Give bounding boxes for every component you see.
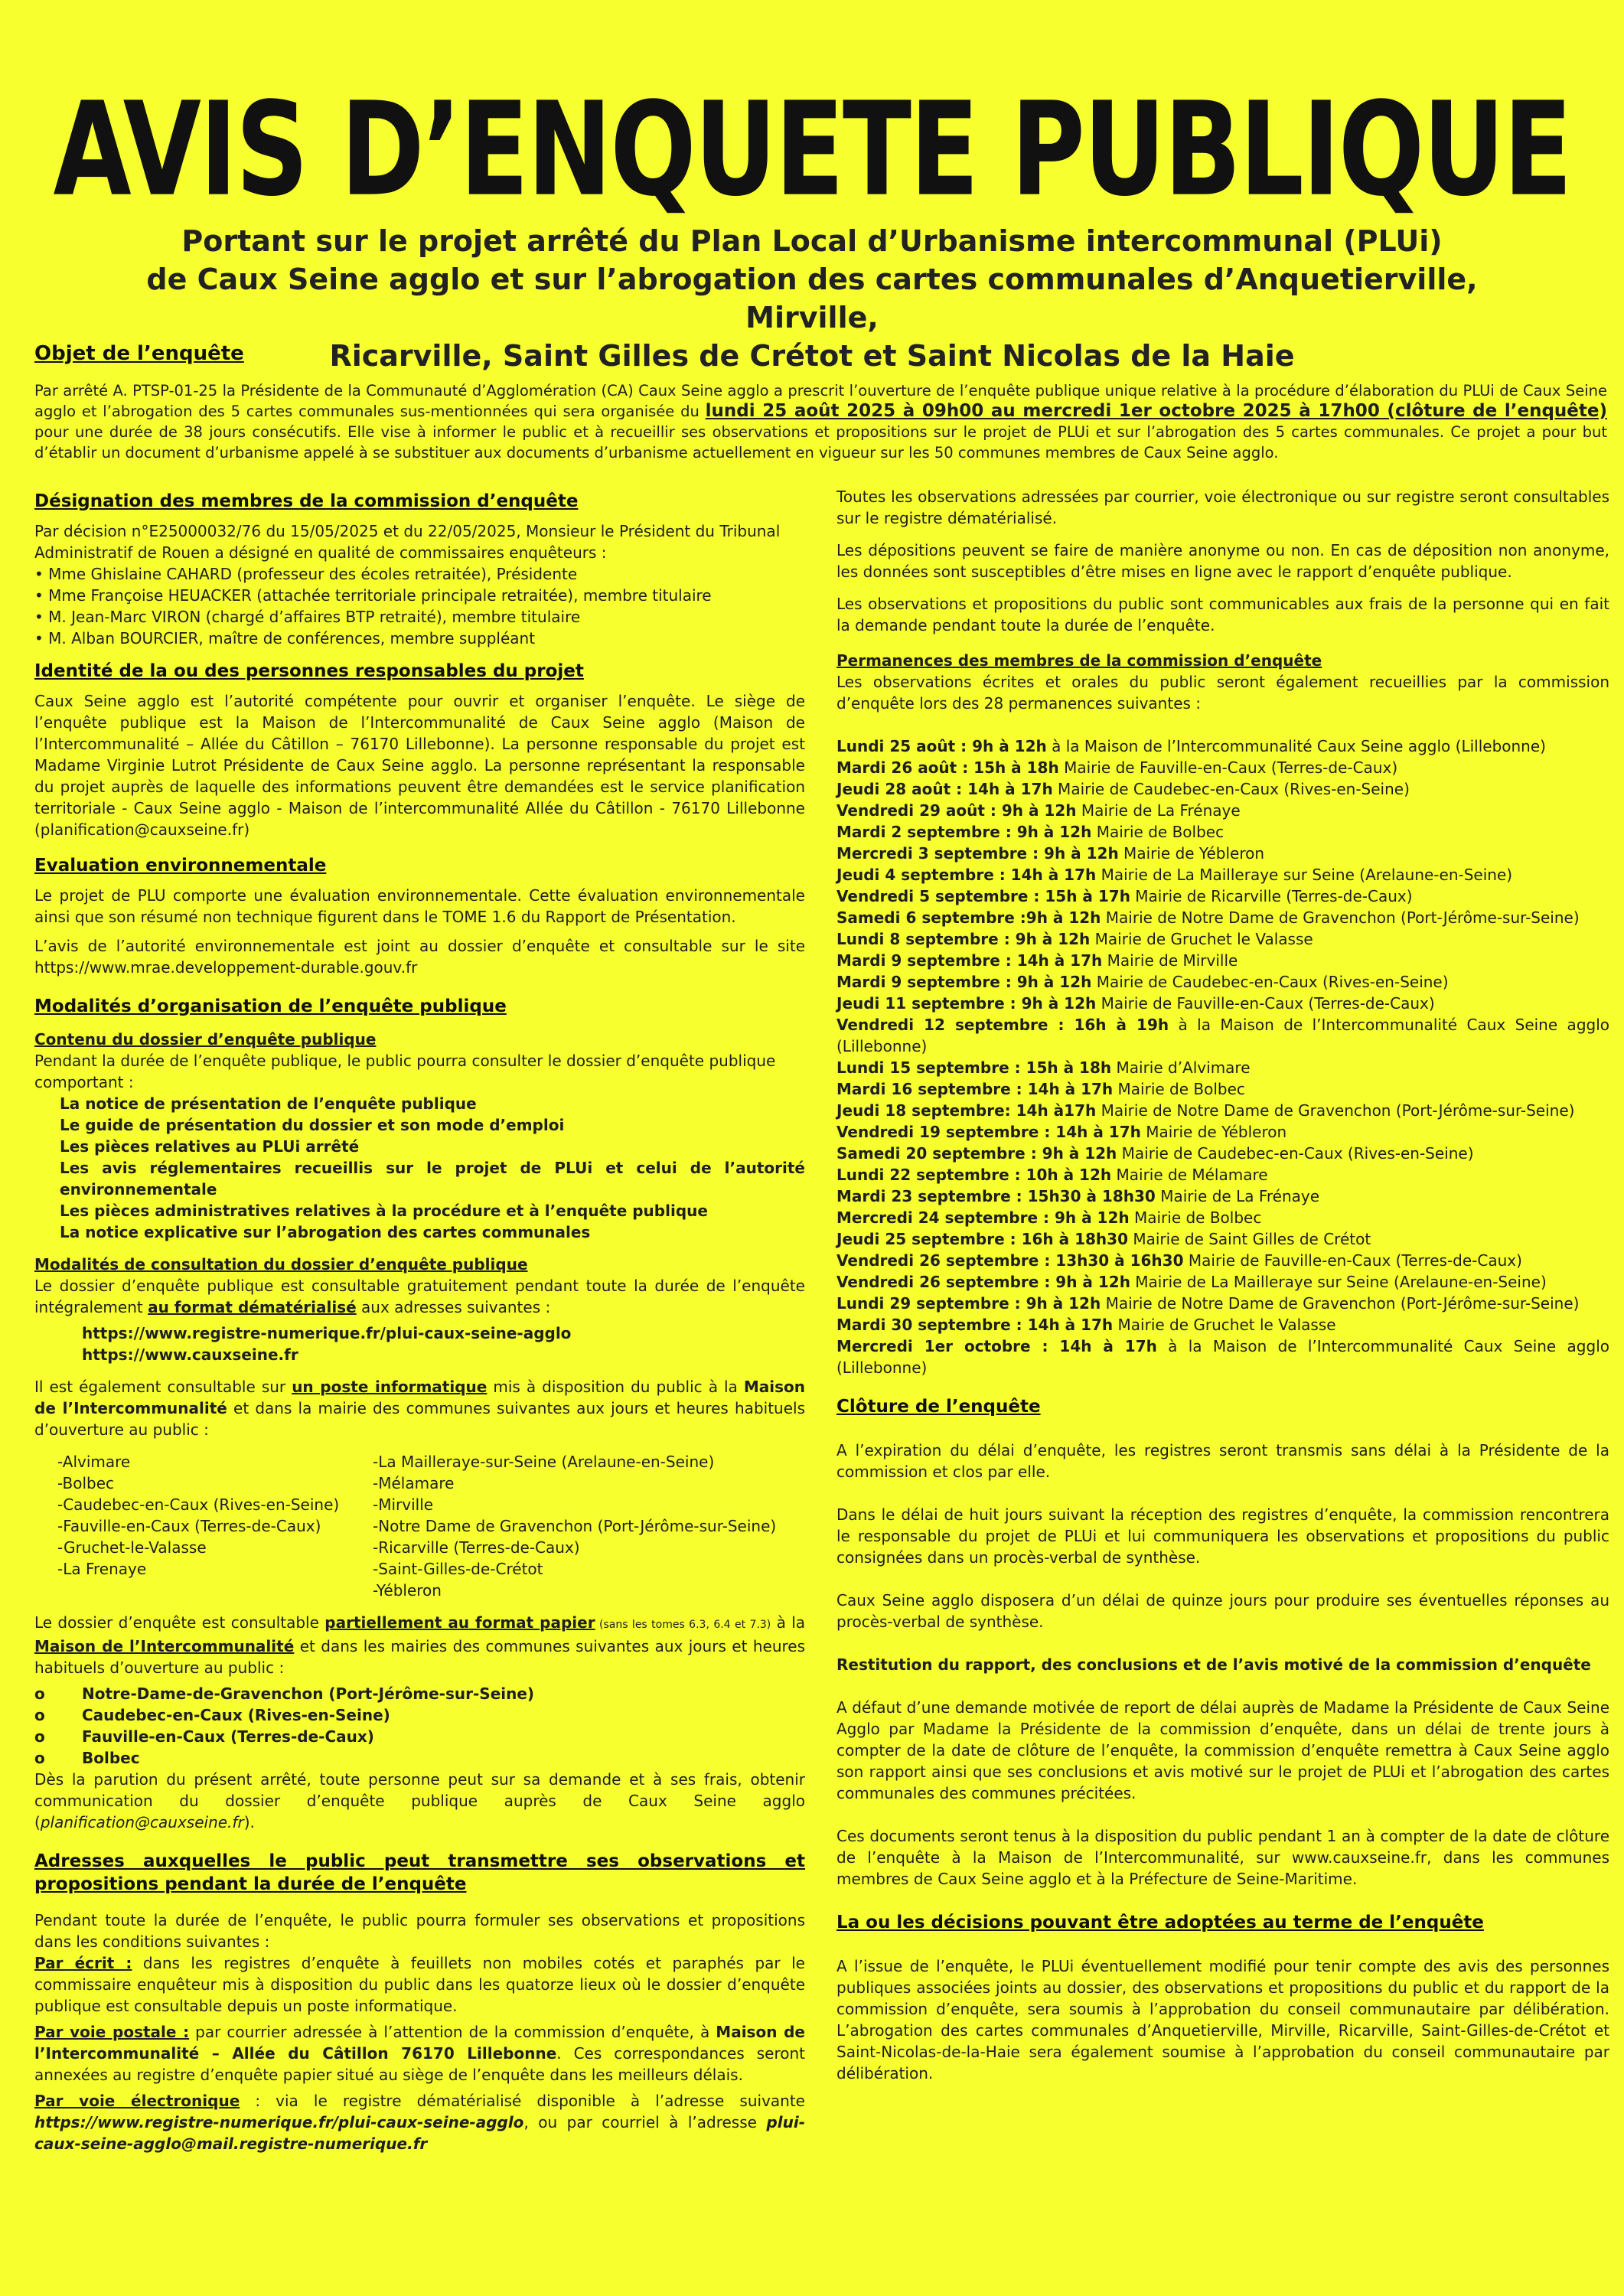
permanence-location: Mairie de Fauville-en-Caux (Terres-de-Caux) [1058, 758, 1398, 777]
commune-item: -Saint-Gilles-de-Crétot [373, 1560, 543, 1578]
permanence-date: Vendredi 29 août : 9h à 12h [836, 801, 1077, 820]
evaluation-text: L’avis de l’autorité environnementale est joint au dossier d’enquête et consultable sur le site https://www.mrae.developpement-durable.gouv.fr [34, 937, 805, 977]
papier-u: partiellement au format papier [324, 1613, 595, 1632]
permanence-location: Mairie de Saint Gilles de Crétot [1128, 1230, 1371, 1248]
permanence-date: Mardi 30 septembre : 14h à 17h [836, 1316, 1114, 1334]
permanence-item [836, 1078, 1609, 1100]
commune-item: -Yébleron [373, 1581, 442, 1600]
elec-a: : via le registre dématérialisé disponible à l’adresse suivante [240, 2092, 805, 2110]
poste-u: un poste informatique [292, 1378, 488, 1396]
permanence-item [836, 907, 1609, 928]
permanences-list [836, 735, 1609, 1378]
permanence-item [836, 928, 1609, 950]
permanence-item [836, 821, 1609, 843]
permanence-item [836, 1057, 1609, 1078]
permanence-date: Vendredi 5 septembre : 15h à 17h [836, 887, 1130, 905]
commission-heading: Désignation des membres de la commission d’enquête [34, 491, 579, 511]
permanence-date: Jeudi 11 septembre : 9h à 12h [836, 994, 1097, 1013]
commune-item: -Bolbec [57, 1474, 115, 1492]
permanence-date: Vendredi 26 septembre : 13h30 à 16h30 [836, 1251, 1184, 1270]
contenu-item: Le guide de présentation du dossier et son mode d’emploi [60, 1116, 565, 1134]
permanence-location: Mairie de La Frénaye [1155, 1187, 1320, 1205]
permanence-date: Lundi 25 août : 9h à 12h [836, 737, 1047, 755]
permanence-date: Jeudi 18 septembre: 14h à17h [836, 1101, 1097, 1120]
adresses-heading: Adresses auxquelles le public peut transmettre ses observations et propositions pendant la durée de l’enquête [34, 1851, 805, 1894]
permanence-item [836, 993, 1609, 1014]
postale-b: . Ces correspondances seront annexées au registre d’enquête papier situé au siège de l’enquête dans les meilleurs délais. [34, 2044, 805, 2084]
permanence-location: Mairie de Caudebec-en-Caux (Rives-en-Seine) [1052, 780, 1410, 798]
contenu-item: Les pièces administratives relatives à la procédure et à l’enquête publique [60, 1202, 708, 1220]
objet-text-a: Par arrêté A. PTSP-01-25 la Présidente de la Communauté d’Agglomération (CA) Caux Seine agglo a prescrit l’ouverture de l’enquête publique unique relative à la procédure d’élaboration du PLUi de Caux Seine agglo et l’abrogation des 5 cartes communales sus-mentionnées qui sera organisée du [34, 382, 1607, 420]
permanence-location: Mairie de Caudebec-en-Caux (Rives-en-Seine) [1091, 973, 1449, 991]
permanence-date: Lundi 29 septembre : 9h à 12h [836, 1294, 1101, 1313]
permanence-date: Jeudi 28 août : 14h à 17h [836, 780, 1053, 798]
postale-a: par courrier adressée à l’attention de la commission d’enquête, à [189, 2023, 716, 2041]
postale-text [34, 2021, 805, 2086]
poste-text [34, 1376, 805, 1440]
commission-member: • Mme Ghislaine CAHARD (professeur des écoles retraitée), Présidente [34, 565, 578, 583]
electronique-text [34, 2090, 805, 2154]
decisions-heading: La ou les décisions pouvant être adoptées au terme de l’enquête [836, 1913, 1484, 1932]
papier-commune [34, 1747, 805, 1769]
permanence-date: Lundi 8 septembre : 9h à 12h [836, 930, 1091, 948]
papier-commune [34, 1726, 805, 1747]
parution-a: Dès la parution du présent arrêté, toute personne peut sur sa demande et à ses frais, obtenir communication du dossier d’enquête publique auprès de Caux Seine agglo ( [34, 1770, 805, 1831]
consultation-text [34, 1275, 805, 1318]
elec-label: Par voie électronique [34, 2092, 240, 2110]
elec-email[interactable]: plui-caux-seine-agglo@mail.registre-numerique.fr [34, 2113, 805, 2153]
observations-text: Toutes les observations adressées par courrier, voie électronique ou sur registre seront consultables sur le registre dématérialisé. [836, 488, 1609, 527]
commune-item: -La Mailleraye-sur-Seine (Arelaune-en-Seine) [373, 1453, 715, 1471]
permanence-item [836, 864, 1609, 885]
papier-a: Le dossier d’enquête est consultable [34, 1613, 325, 1632]
permanence-item [836, 1014, 1609, 1057]
parution-b: ). [243, 1813, 255, 1831]
permanence-location: Mairie de Bolbec [1129, 1208, 1262, 1227]
permanence-location: Mairie de Mélamare [1111, 1166, 1268, 1184]
poste-bold: Maison de l’Intercommunalité [34, 1378, 805, 1417]
permanence-location: Mairie d’Alvimare [1111, 1058, 1251, 1077]
commune-item: -Notre Dame de Gravenchon (Port-Jérôme-sur-Seine) [373, 1517, 777, 1535]
ecrit-body: dans les registres d’enquête à feuillets non mobiles cotés et paraphés par le commissaire enquêteur mis à disposition du public dans les quatorze lieux où le dossier d’enquête publique est consultable depuis un poste informatique. [34, 1954, 805, 2015]
postale-bold: Maison de l’Intercommunalité – Allée du Câtillon 76170 Lillebonne [34, 2023, 805, 2063]
permanence-item [836, 950, 1609, 971]
permanence-item [836, 1293, 1609, 1314]
cloture-text: Caux Seine agglo disposera d’un délai de quinze jours pour produire ses éventuelles réponses au procès-verbal de synthèse. [836, 1591, 1609, 1631]
permanence-location: Mairie de Bolbec [1091, 823, 1225, 841]
permanence-date: Lundi 15 septembre : 15h à 18h [836, 1058, 1112, 1077]
permanence-date: Jeudi 25 septembre : 16h à 18h30 [836, 1230, 1128, 1248]
papier-commune-label: Caudebec-en-Caux (Rives-en-Seine) [82, 1706, 390, 1724]
elec-b: , ou par courriel à l’adresse [523, 2113, 767, 2131]
permanence-location: Mairie de Yébleron [1140, 1123, 1287, 1141]
observations-text: Les dépositions peuvent se faire de manière anonyme ou non. En cas de déposition non anonyme, les données sont susceptibles d’être mises en ligne avec le rapport d’enquête publique. [836, 541, 1609, 581]
commission-member: • M. Alban BOURCIER, maître de conférences, membre suppléant [34, 629, 536, 647]
right-column [836, 486, 1609, 2084]
subtitle-line: Portant sur le projet arrêté du Plan Local d’Urbanisme intercommunal (PLUi) [181, 224, 1443, 258]
permanence-location: à la Maison de l’Intercommunalité Caux Seine agglo (Lillebonne) [836, 1016, 1610, 1055]
permanence-location: à la Maison de l’Intercommunalité Caux Seine agglo (Lillebonne) [1046, 737, 1546, 755]
commune-item: -Caudebec-en-Caux (Rives-en-Seine) [57, 1495, 340, 1514]
permanence-location: Mairie de Gruchet le Valasse [1090, 930, 1313, 948]
permanence-location: Mairie de Caudebec-en-Caux (Rives-en-Seine) [1117, 1144, 1474, 1163]
permanence-location: Mairie de Yébleron [1118, 844, 1265, 863]
permanence-location: Mairie de Mirville [1102, 951, 1238, 970]
identite-text: Caux Seine agglo est l’autorité compétente pour ouvrir et organiser l’enquête. Le siège de l’enquête publique est la Maison de l’Intercommunalité de Caux Seine agglo (Maison de l’Intercommunalité – Allée du Câtillon – 76170 Lillebonne). La personne responsable du projet est Madame Virginie Lutrot Présidente de Caux Seine agglo. La personne représentant la responsable du projet auprès de laquelle des informations peuvent être demandées est le service planification territoriale - Caux Seine agglo - Maison de l’intercommunalité Allée du Câtillon - 76170 Lillebonne (planification@cauxseine.fr) [34, 692, 805, 839]
decisions-text: A l’issue de l’enquête, le PLUi éventuellement modifié pour tenir compte des avis des personnes publiques associées joints au dossier, des observations et propositions du public et du rapport de la commission d’enquête, sera soumis à l’approbation du conseil communautaire par délibération. L’abrogation des cartes communales d’Anquetierville, Mirville, Ricarville, Saint-Gilles-de-Crétot et Saint-Nicolas-de-la-Haie sera également soumise à l’approbation du conseil communautaire par délibération. [836, 1957, 1609, 2082]
commission-member: • Mme Françoise HEUACKER (attachée territoriale principale retraitée), membre titulaire [34, 586, 712, 605]
permanence-location: Mairie de Fauville-en-Caux (Terres-de-Caux) [1183, 1251, 1522, 1270]
observations-text: Les observations et propositions du public sont communicables aux frais de la personne qui en fait la demande pendant toute la durée de l’enquête. [836, 595, 1609, 634]
parution-email[interactable]: planification@cauxseine.fr [40, 1813, 244, 1831]
commune-item: -Fauville-en-Caux (Terres-de-Caux) [57, 1517, 321, 1535]
objet-dates: lundi 25 août 2025 à 09h00 au mercredi 1er octobre 2025 à 17h00 (clôture de l’enquête) [705, 401, 1608, 421]
permanence-location: Mairie de Notre Dame de Gravenchon (Port-Jérôme-sur-Seine) [1101, 1294, 1580, 1313]
permanence-item [836, 778, 1609, 800]
permanences-heading: Permanences des membres de la commission d’enquête [836, 651, 1322, 670]
permanence-date: Samedi 20 septembre : 9h à 12h [836, 1144, 1117, 1163]
permanence-location: Mairie de Fauville-en-Caux (Terres-de-Caux) [1096, 994, 1435, 1013]
contenu-item: Les avis réglementaires recueillis sur le projet de PLUi et celui de l’autorité environnementale [60, 1159, 805, 1199]
registre-link[interactable]: https://www.registre-numerique.fr/plui-caux-seine-agglo [82, 1324, 572, 1342]
subtitle-line: de Caux Seine agglo et sur l’abrogation des cartes communales d’Anquetierville, Mirville, [146, 263, 1478, 334]
identite-heading: Identité de la ou des personnes responsables du projet [34, 661, 584, 681]
permanence-date: Mercredi 1er octobre : 14h à 17h [836, 1337, 1157, 1355]
permanence-location: Mairie de Ricarville (Terres-de-Caux) [1130, 887, 1413, 905]
permanence-date: Mardi 16 septembre : 14h à 17h [836, 1080, 1114, 1098]
section-objet [34, 341, 1607, 463]
bullet-icon: o [34, 1727, 45, 1746]
permanence-date: Vendredi 26 septembre : 9h à 12h [836, 1273, 1130, 1291]
permanence-item [836, 1314, 1609, 1336]
commission-member: • M. Jean-Marc VIRON (chargé d’affaires BTP retraité), membre titulaire [34, 608, 581, 626]
permanence-item [836, 1121, 1609, 1143]
contenu-item: La notice de présentation de l’enquête publique [60, 1094, 477, 1113]
elec-url[interactable]: https://www.registre-numerique.fr/plui-caux-seine-agglo [34, 2113, 524, 2131]
papier-c: et dans les mairies des communes suivantes aux jours et heures habituels d’ouverture au public : [34, 1637, 806, 1677]
postale-label: Par voie postale : [34, 2023, 190, 2041]
papier-text [34, 1612, 805, 1678]
parution-text [34, 1769, 805, 1833]
permanence-item [836, 1100, 1609, 1121]
permanence-item [836, 885, 1609, 907]
permanence-location: Mairie de La Frénaye [1076, 801, 1241, 820]
permanence-location: Mairie de La Mailleraye sur Seine (Arelaune-en-Seine) [1096, 866, 1513, 884]
permanence-date: Mardi 9 septembre : 14h à 17h [836, 951, 1103, 970]
permanence-item [836, 971, 1609, 993]
papier-commune-label: Fauville-en-Caux (Terres-de-Caux) [82, 1727, 374, 1746]
consult-text-u: au format dématérialisé [148, 1298, 357, 1316]
objet-text-b: pour une durée de 38 jours consécutifs. Elle vise à informer le public et à recueillir ses observations et propositions sur le projet de PLUi et sur l’abrogation des 5 cartes communales. Ce projet a pour but d’établir un document d’urbanisme appelé à se substituer aux documents d’urbanisme actuellement en vigueur sur les 50 communes membres de Caux Seine agglo. [34, 423, 1607, 461]
consultation-heading: Modalités de consultation du dossier d’enquête publique [34, 1255, 528, 1274]
permanence-date: Jeudi 4 septembre : 14h à 17h [836, 866, 1097, 884]
permanence-date: Mercredi 3 septembre : 9h à 12h [836, 844, 1119, 863]
commune-item: -Mélamare [373, 1474, 455, 1492]
permanence-date: Vendredi 12 septembre : 16h à 19h [836, 1016, 1169, 1034]
cloture-heading: Clôture de l’enquête [836, 1397, 1041, 1417]
papier-commune-label: Notre-Dame-de-Gravenchon (Port-Jérôme-sur-Seine) [82, 1684, 535, 1703]
notice-title: AVIS D’ENQUETE PUBLIQUE [53, 74, 1571, 226]
papier-bold: Maison de l’Intercommunalité [34, 1637, 295, 1655]
permanence-location: Mairie de Notre Dame de Gravenchon (Port-Jérôme-sur-Seine) [1096, 1101, 1575, 1120]
papier-small: (sans les tomes 6.3, 6.4 et 7.3) [595, 1619, 771, 1631]
permanence-location: Mairie de La Mailleraye sur Seine (Arelaune-en-Seine) [1130, 1273, 1547, 1291]
papier-commune [34, 1704, 805, 1726]
permanence-date: Vendredi 19 septembre : 14h à 17h [836, 1123, 1141, 1141]
consult-text-b: aux adresses suivantes : [356, 1298, 551, 1316]
permanence-item [836, 1143, 1609, 1164]
permanence-location: Mairie de Notre Dame de Gravenchon (Port-Jérôme-sur-Seine) [1101, 908, 1580, 927]
contenu-heading: Contenu du dossier d’enquête publique [34, 1030, 377, 1049]
restitution-text: A défaut d’une demande motivée de report de délai auprès de Madame la Présidente de Caux Seine Agglo par Madame la Présidente de la commission d’enquête, dans un délai de trente jours à compter de la date de clôture de l’enquête, la commission d’enquête remettra à Caux Seine agglo son rapport ainsi que ses conclusions et avis motivé sur le projet de PLUi et l’abrogation des cartes communales des communes précitées. [836, 1698, 1609, 1802]
permanence-location: à la Maison de l’Intercommunalité Caux Seine agglo (Lillebonne) [836, 1337, 1609, 1377]
communes-list [34, 1451, 805, 1601]
commission-intro: Par décision n°E25000032/76 du 15/05/2025 et du 22/05/2025, Monsieur le Président du Tribunal Administratif de Rouen a désigné en qualité de commissaires enquêteurs : [34, 522, 781, 562]
objet-heading: Objet de l’enquête [34, 342, 244, 365]
left-column [34, 490, 805, 2154]
permanence-date: Lundi 22 septembre : 10h à 12h [836, 1166, 1112, 1184]
poste-b: mis à disposition du public à la [487, 1378, 744, 1396]
permanence-location: Mairie de Gruchet le Valasse [1113, 1316, 1336, 1334]
commune-item: -La Frenaye [57, 1560, 147, 1578]
permanences-intro: Les observations écrites et orales du public seront également recueillies par la commission d’enquête lors des 28 permanences suivantes : [836, 673, 1609, 713]
poste-c: et dans la mairie des communes suivantes aux jours et heures habituels d’ouverture au public : [34, 1399, 805, 1439]
papier-commune [34, 1683, 805, 1704]
papier-commune-label: Bolbec [82, 1749, 140, 1767]
bullet-icon: o [34, 1749, 45, 1767]
cloture-text: Dans le délai de huit jours suivant la réception des registres d’enquête, la commission rencontrera le responsable du projet de PLUi et lui communiquera les observations et propositions du public consignées dans un procès-verbal de synthèse. [836, 1505, 1609, 1567]
contenu-intro: Pendant la durée de l’enquête publique, le public pourra consulter le dossier d’enquête publique comportant : [34, 1052, 776, 1091]
permanence-item [836, 800, 1609, 821]
permanence-date: Mardi 9 septembre : 9h à 12h [836, 973, 1092, 991]
objet-paragraph [34, 380, 1607, 463]
bullet-icon: o [34, 1684, 45, 1703]
modalites-heading: Modalités d’organisation de l’enquête publique [34, 996, 507, 1016]
permanence-item [836, 735, 1609, 757]
ecrit-label: Par écrit : [34, 1954, 132, 1972]
contenu-item: Les pièces relatives au PLUi arrêté [60, 1137, 360, 1156]
commune-item: -Alvimare [57, 1453, 131, 1471]
permanence-item [836, 1271, 1609, 1293]
evaluation-heading: Evaluation environnementale [34, 856, 327, 876]
permanence-item [836, 1250, 1609, 1271]
permanence-date: Mardi 26 août : 15h à 18h [836, 758, 1059, 777]
permanence-date: Mardi 2 septembre : 9h à 12h [836, 823, 1092, 841]
papier-b: à la [771, 1613, 806, 1632]
bullet-icon: o [34, 1706, 45, 1724]
subtitle-line: Ricarville, Saint Gilles de Crétot et Saint Nicolas de la Haie [329, 339, 1295, 373]
permanence-item [836, 843, 1609, 864]
consult-text-a: Le dossier d’enquête publique est consultable gratuitement pendant toute la durée de l’enquête intégralement [34, 1277, 805, 1316]
permanence-item [836, 757, 1609, 778]
cloture-text: A l’expiration du délai d’enquête, les registres seront transmis sans délai à la Présidente de la commission et clos par elle. [836, 1441, 1609, 1481]
permanence-item [836, 1228, 1609, 1250]
permanence-date: Samedi 6 septembre :9h à 12h [836, 908, 1101, 927]
commune-item: -Mirville [373, 1495, 434, 1514]
contenu-item: La notice explicative sur l’abrogation des cartes communales [60, 1223, 591, 1241]
evaluation-text: Le projet de PLU comporte une évaluation environnementale. Cette évaluation environnementale ainsi que son résumé non technique figurent dans le TOME 1.6 du Rapport de Présentation. [34, 886, 805, 926]
permanence-location: Mairie de Bolbec [1113, 1080, 1245, 1098]
permanence-item [836, 1207, 1609, 1228]
commune-item: -Gruchet-le-Valasse [57, 1538, 207, 1557]
poste-a: Il est également consultable sur [34, 1378, 292, 1396]
ecrit-text [34, 1952, 805, 2017]
cauxseine-link[interactable]: https://www.cauxseine.fr [82, 1345, 298, 1364]
permanence-item [836, 1336, 1609, 1378]
adresses-intro: Pendant toute la durée de l’enquête, le public pourra formuler ses observations et propositions dans les conditions suivantes : [34, 1911, 805, 1951]
permanence-date: Mercredi 24 septembre : 9h à 12h [836, 1208, 1130, 1227]
permanence-item [836, 1186, 1609, 1207]
commune-item: -Ricarville (Terres-de-Caux) [373, 1538, 580, 1557]
restitution-text: Ces documents seront tenus à la disposition du public pendant 1 an à compter de la date de clôture de l’enquête à la Maison de l’Intercommunalité, sur www.cauxseine.fr, dans les communes membres de Caux Seine agglo et à la Préfecture de Seine-Maritime. [836, 1827, 1609, 1888]
permanence-item [836, 1164, 1609, 1186]
restitution-heading: Restitution du rapport, des conclusions et de l’avis motivé de la commission d’enquête [836, 1655, 1591, 1674]
permanence-date: Mardi 23 septembre : 15h30 à 18h30 [836, 1187, 1156, 1205]
